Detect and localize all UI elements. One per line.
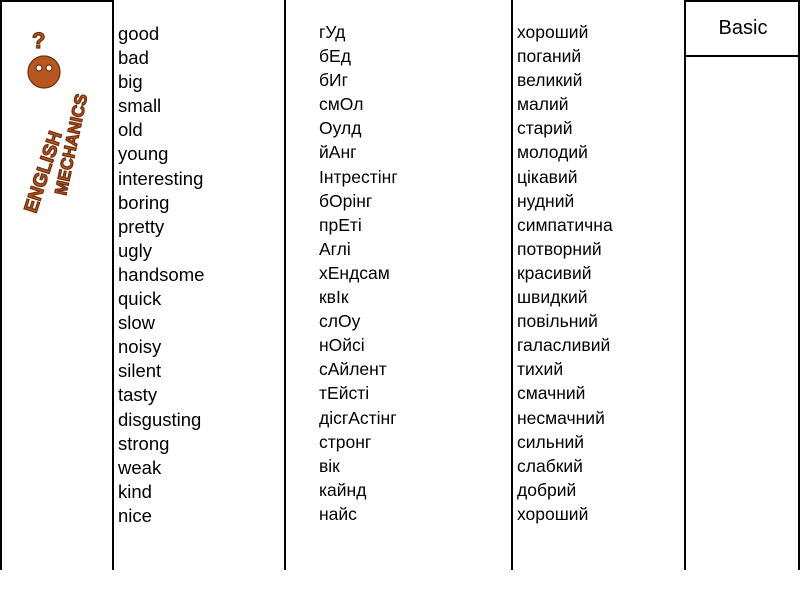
ukrainian-word: галасливий [517,335,611,356]
english-word: kind [118,480,152,502]
divider-2 [284,0,286,570]
english-word: silent [118,360,162,382]
ukrainian-word: молодий [517,142,588,163]
transcription-word: найс [319,503,357,524]
transcription-word: квІк [319,287,349,308]
border-left [0,0,2,570]
english-word: tasty [118,384,158,406]
transcription-word: Інтрестінг [319,166,398,187]
transcription-word: бЕд [319,46,351,67]
english-word: weak [118,456,162,478]
transcription-word: йАнг [319,142,357,163]
english-word: nice [118,504,152,526]
ukrainian-word: хороший [517,22,589,42]
ukrainian-word: потворний [517,238,602,259]
english-word: good [118,23,160,44]
english-word: young [118,143,169,165]
ukrainian-word: добрий [517,479,577,500]
ukrainian-word: швидкий [517,287,588,308]
ukrainian-word: смачний [517,383,586,404]
english-word: old [118,119,143,141]
english-word: pretty [118,215,165,237]
transcription-word: сАйлент [319,359,387,380]
english-word: quick [118,288,162,310]
english-word-list [118,22,204,592]
ukrainian-word: симпатична [517,214,613,235]
ukrainian-word: тихий [517,359,564,380]
divider-1 [112,0,114,570]
divider-3 [511,0,513,570]
logo-eye-icon [46,65,52,71]
ukrainian-word: сильний [517,431,585,452]
english-word: slow [118,312,156,334]
transcription-word: нОйсі [319,335,365,356]
english-word: ugly [118,239,152,261]
ukrainian-word: несмачний [517,407,605,428]
ukrainian-word: хороший [517,503,589,524]
ukrainian-word-list [517,20,613,590]
transcription-word: хЕндсам [319,262,390,283]
transcription-word-list [319,20,398,590]
ukrainian-word: поганий [517,46,582,67]
ukrainian-word: повільний [517,311,598,332]
transcription-word: тЕйсті [319,383,370,404]
english-word: boring [118,191,170,213]
transcription-word: Оулд [319,118,362,139]
logo-face-icon [28,56,60,88]
ukrainian-word: старий [517,118,573,139]
logo-question-icon: ? [32,28,46,53]
logo-eye-icon [36,65,42,71]
logo-word-mechanics: MECHANICS [51,92,92,197]
english-word: small [118,95,162,117]
transcription-word: прЕті [319,214,362,235]
english-word: strong [118,432,170,454]
english-word: bad [118,47,149,69]
english-word: big [118,71,143,93]
english-word: interesting [118,167,204,189]
ukrainian-word: нудний [517,190,575,211]
transcription-word: Аглі [319,238,351,259]
tab-basic[interactable]: Basic [718,16,768,39]
transcription-word: слОу [319,311,361,332]
logo-word-english: ENGLISH [20,128,67,216]
ukrainian-word: слабкий [517,455,583,476]
ukrainian-word: цікавий [517,166,578,187]
english-mechanics-logo [14,24,98,218]
english-word: noisy [118,336,162,358]
english-word: handsome [118,263,205,285]
ukrainian-word: великий [517,70,583,91]
transcription-word: вік [319,455,340,476]
transcription-word: гУд [319,22,346,42]
transcription-word: бОрінг [319,190,373,211]
transcription-word: смОл [319,94,364,115]
transcription-word: дісгАстінг [319,407,397,428]
transcription-word: стронг [319,431,372,452]
border-top-left [0,0,114,2]
ukrainian-word: красивий [517,262,592,283]
divider-4 [684,0,686,570]
english-word: disgusting [118,408,202,430]
ukrainian-word: малий [517,94,569,115]
transcription-word: кайнд [319,479,367,500]
transcription-word: бИг [319,70,348,91]
